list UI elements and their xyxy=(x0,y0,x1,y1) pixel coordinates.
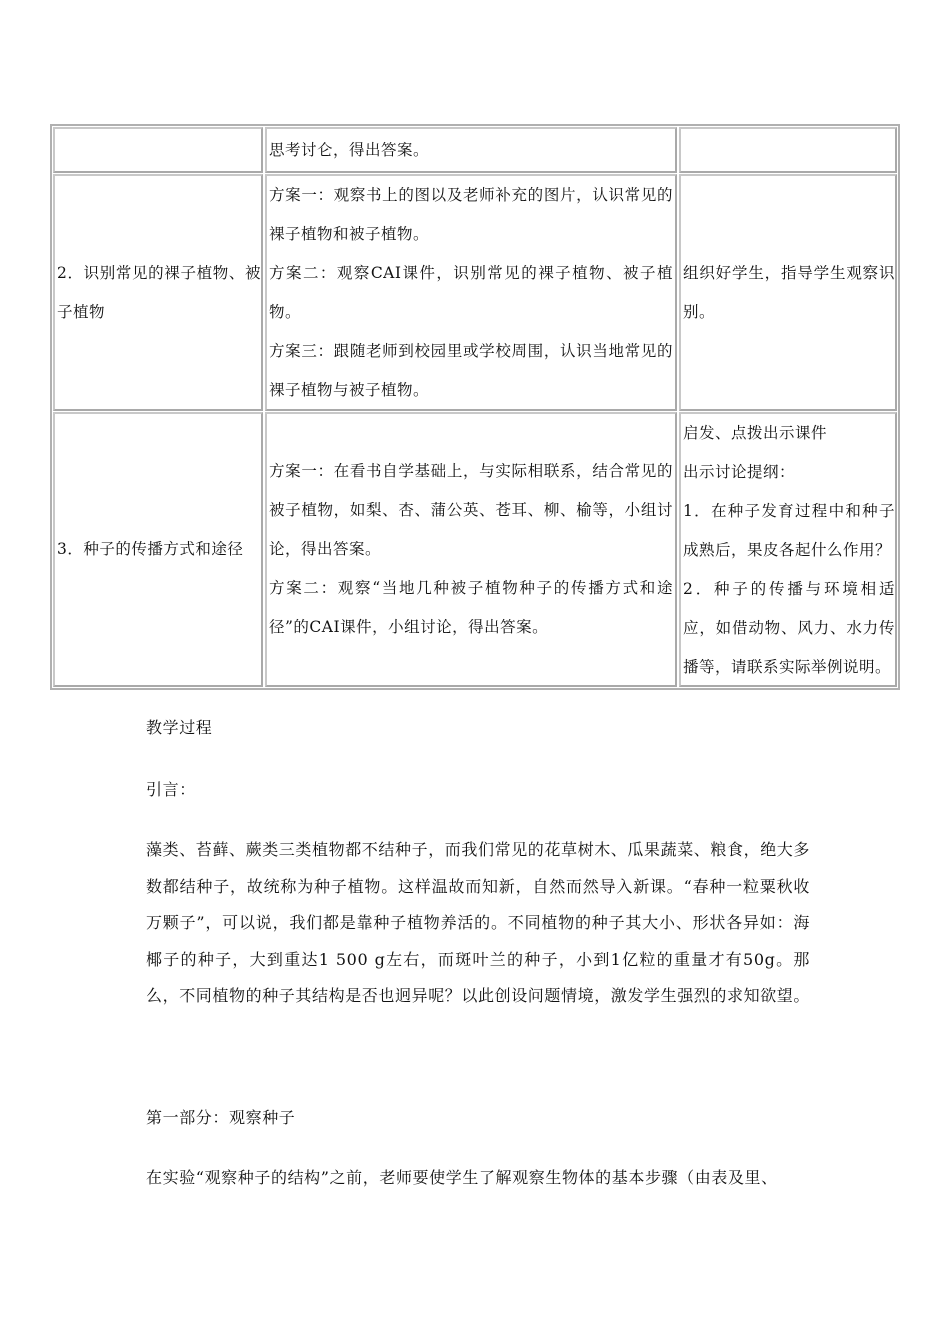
teacher-note-1: 启发、点拨出示课件 xyxy=(683,424,828,442)
activity-text: 思考讨仑，得出答案。 xyxy=(269,140,430,159)
intro-paragraph: 藻类、苔藓、蕨类三类植物都不结种子，而我们常见的花草树木、瓜果蔬菜、粮食，绝大多数都结种子，故统称为种子植物。这样温故而知新，自然而然导入新课。“春种一粒粟秋收万颗子”，可以说，我们都是靠种子植物养活的。不同植物的种子其大小、形状各异如：海椰子的种子，大到重达1 500 g左右，而斑叶兰的种子，小到1亿粒的重量才有50g。那么，不同植物的种子其结构是否也迥异呢？以此创设问题情境，激发学生强烈的求知欲望。 xyxy=(146,840,811,1005)
teacher-cell xyxy=(679,127,897,173)
teacher-note-3: 1．在种子发育过程中和种子成熟后，果皮各起什么作用？ xyxy=(683,502,895,559)
intro-label: 引言： xyxy=(146,780,196,799)
activity-cell xyxy=(265,174,677,411)
part-heading: 第一部分：观察种子 xyxy=(146,1108,296,1127)
topic-text: 2．识别常见的裸子植物、被子植物 xyxy=(57,263,261,321)
topic-cell xyxy=(53,174,263,411)
teacher-text: 组织好学生，指导学生观察识别。 xyxy=(683,263,895,321)
activity-plan-2: 方案二：观察“当地几种被子植物种子的传播方式和途径”的CAI课件，小组讨论，得出答案。 xyxy=(269,579,673,636)
table-row xyxy=(52,412,898,687)
teacher-cell xyxy=(679,412,897,687)
part-paragraph: 在实验“观察种子的结构”之前，老师要使学生了解观察生物体的基本步骤（由表及里、 xyxy=(146,1168,778,1187)
section-heading: 教学过程 xyxy=(146,718,213,737)
table-row xyxy=(52,174,898,411)
activity-plan-1: 方案一：观察书上的图以及老师补充的图片，认识常见的裸子植物和被子植物。 xyxy=(269,185,673,243)
teacher-note-4: 2．种子的传播与环境相适应，如借动物、风力、水力传播等，请联系实际举例说明。 xyxy=(683,580,895,676)
activity-plan-1: 方案一：在看书自学基础上，与实际相联系，结合常见的被子植物，如梨、杏、蒲公英、苍耳、柳、榆等，小组讨论，得出答案。 xyxy=(269,462,673,558)
teacher-note-2: 出示讨论提纲： xyxy=(683,463,796,481)
topic-cell xyxy=(53,127,263,173)
activity-plan-2: 方案二：观察CAI课件，识别常见的裸子植物、被子植物。 xyxy=(269,263,673,321)
lesson-table xyxy=(50,124,900,690)
activity-cell xyxy=(265,127,677,173)
table-row xyxy=(52,127,898,173)
teacher-cell xyxy=(679,174,897,411)
topic-text: 3．种子的传播方式和途径 xyxy=(57,540,244,558)
activity-plan-3: 方案三：跟随老师到校园里或学校周围，认识当地常见的裸子植物与被子植物。 xyxy=(269,341,673,399)
activity-cell xyxy=(265,412,677,687)
topic-cell xyxy=(53,412,263,687)
